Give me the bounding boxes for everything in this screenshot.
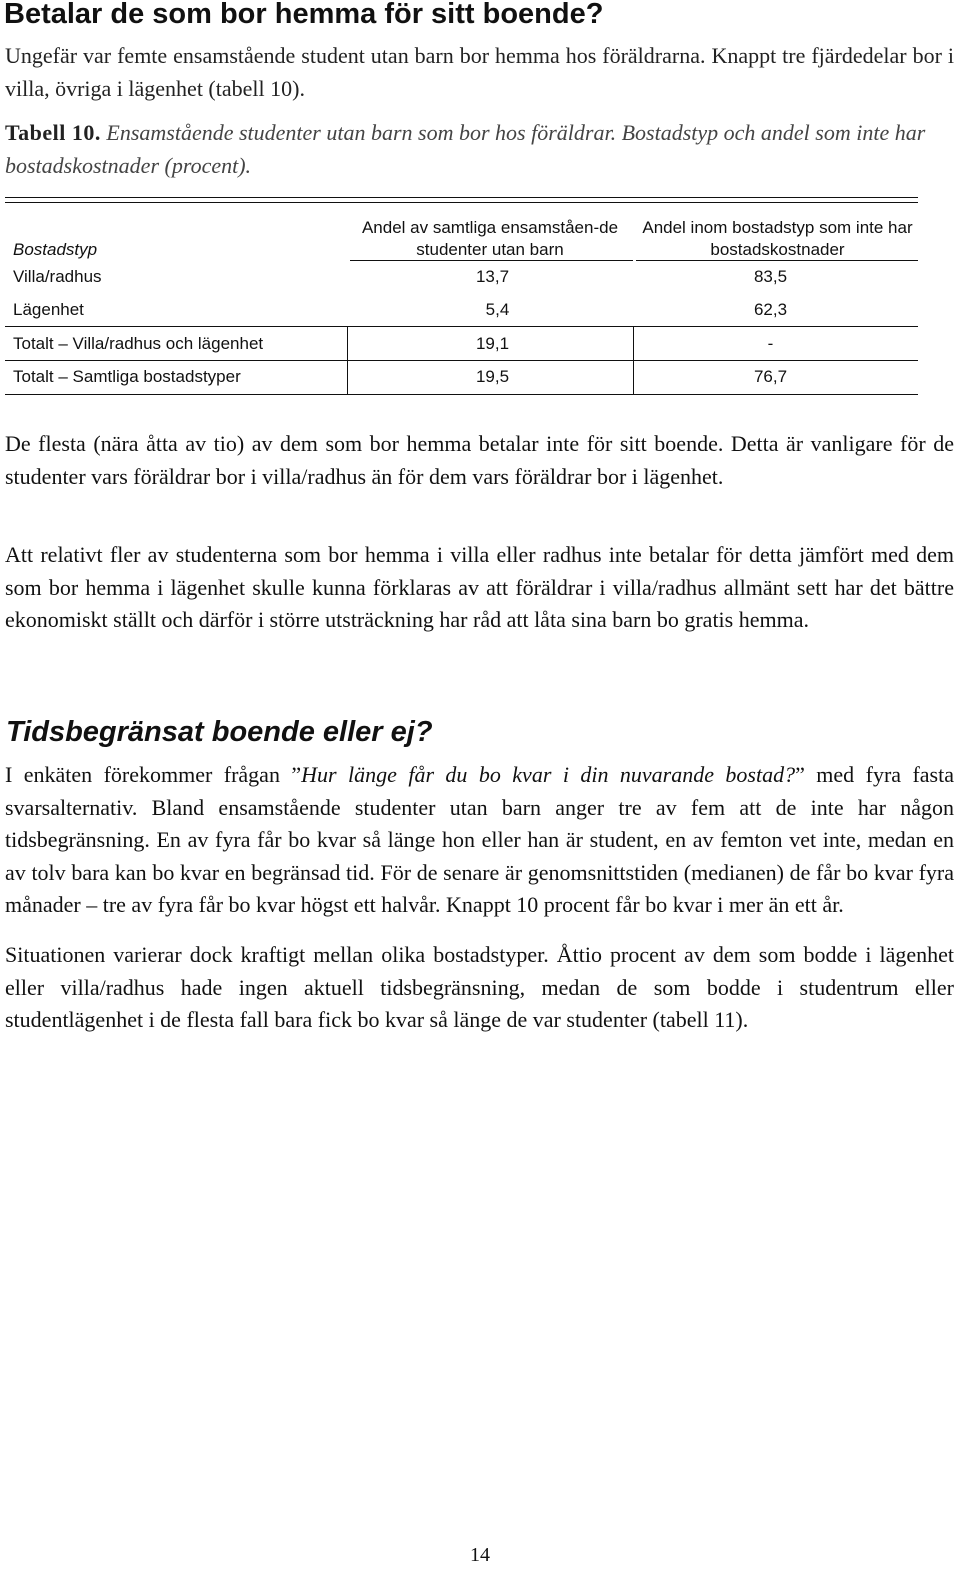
section-heading-boende: Betalar de som bor hemma för sitt boende?	[4, 0, 604, 30]
table-label: Tabell 10.	[5, 120, 101, 145]
row-label: Lägenhet	[13, 300, 84, 319]
row-no-cost: 76,7	[753, 367, 788, 386]
row-no-cost: -	[767, 334, 774, 353]
column-divider-1	[347, 326, 348, 394]
text-run: I enkäten förekommer frågan ”	[5, 762, 302, 787]
row-share: 13,7	[475, 267, 510, 286]
row-label: Totalt – Samtliga bostadstyper	[13, 367, 241, 386]
row-rule	[5, 326, 918, 327]
column-divider-2	[633, 326, 634, 394]
header-andel-samtliga: Andel av samtliga ensamståen-de studenter utan barn	[361, 218, 619, 259]
section-heading-tidsbegransat: Tidsbegränsat boende eller ej?	[6, 716, 433, 748]
table-title: Ensamstående studenter utan barn som bor hos föräldrar. Bostadstyp och andel som inte har bostadskostnader (procent).	[5, 120, 926, 178]
header-bostadstyp: Bostadstyp	[13, 240, 98, 259]
row-share: 19,5	[475, 367, 510, 386]
row-label: Totalt – Villa/radhus och lägenhet	[13, 334, 264, 353]
row-share: 5,4	[485, 300, 510, 319]
header-rule-col3	[636, 260, 918, 261]
body-paragraph	[5, 759, 954, 922]
header-rule-col2	[350, 260, 633, 261]
text-run: ” med fyra fasta svarsalternativ. Bland ensamstående studenter utan barn anger tre av fem att de inte har någon tidsbegränsning. En av fyra får bo kvar så länge hon eller han är student, en av femton vet inte, medan en av tolv bara kan bo kvar en begränsad tid. För de senare är genomsnittstiden (medianen) de får bo kvar fyra månader – tre av fyra får bo kvar högst ett halvår. Knappt 10 procent får bo kvar i mer än ett år.	[5, 762, 954, 918]
table-top-rule	[5, 197, 918, 198]
page-number: 14	[470, 1544, 490, 1566]
body-paragraph: Situationen varierar dock kraftigt mellan olika bostadstyper. Åttio procent av dem som bodde i lägenhet eller villa/radhus hade ingen aktuell tidsbegränsning, medan de som bodde i studentrum eller studentlägenhet i de flesta fall bara fick bo kvar så länge de var studenter (tabell 11).	[5, 942, 954, 1033]
row-no-cost: 83,5	[753, 267, 788, 286]
survey-question: Hur länge får du bo kvar i din nuvarande bostad?	[301, 762, 796, 787]
body-paragraph: Att relativt fler av studenterna som bor hemma i villa eller radhus inte betalar för detta jämfört med dem som bor hemma i lägenhet skulle kunna förklaras av att föräldrar i villa/radhus allmänt sett har det bättre ekonomiskt ställt och därför i större utsträckning har råd att låta sina barn bo gratis hemma.	[5, 542, 954, 633]
header-andel-inom: Andel inom bostadstyp som inte har bostadskostnader	[642, 218, 913, 259]
intro-paragraph: Ungefär var femte ensamstående student utan barn bor hemma hos föräldrarna. Knappt tre fjärdedelar bor i villa, övriga i lägenhet (tabell 10).	[5, 43, 954, 101]
body-paragraph: De flesta (nära åtta av tio) av dem som bor hemma betalar inte för sitt boende. Detta är vanligare för de studenter vars föräldrar bor i villa/radhus än för dem vars föräldrar bor i lägenhet.	[5, 431, 954, 489]
row-no-cost: 62,3	[753, 300, 788, 319]
row-rule	[5, 360, 918, 361]
table-bottom-rule	[5, 394, 918, 395]
table-top-rule-2	[5, 202, 918, 203]
row-label: Villa/radhus	[13, 267, 102, 286]
row-share: 19,1	[475, 334, 510, 353]
table-caption	[5, 117, 960, 182]
